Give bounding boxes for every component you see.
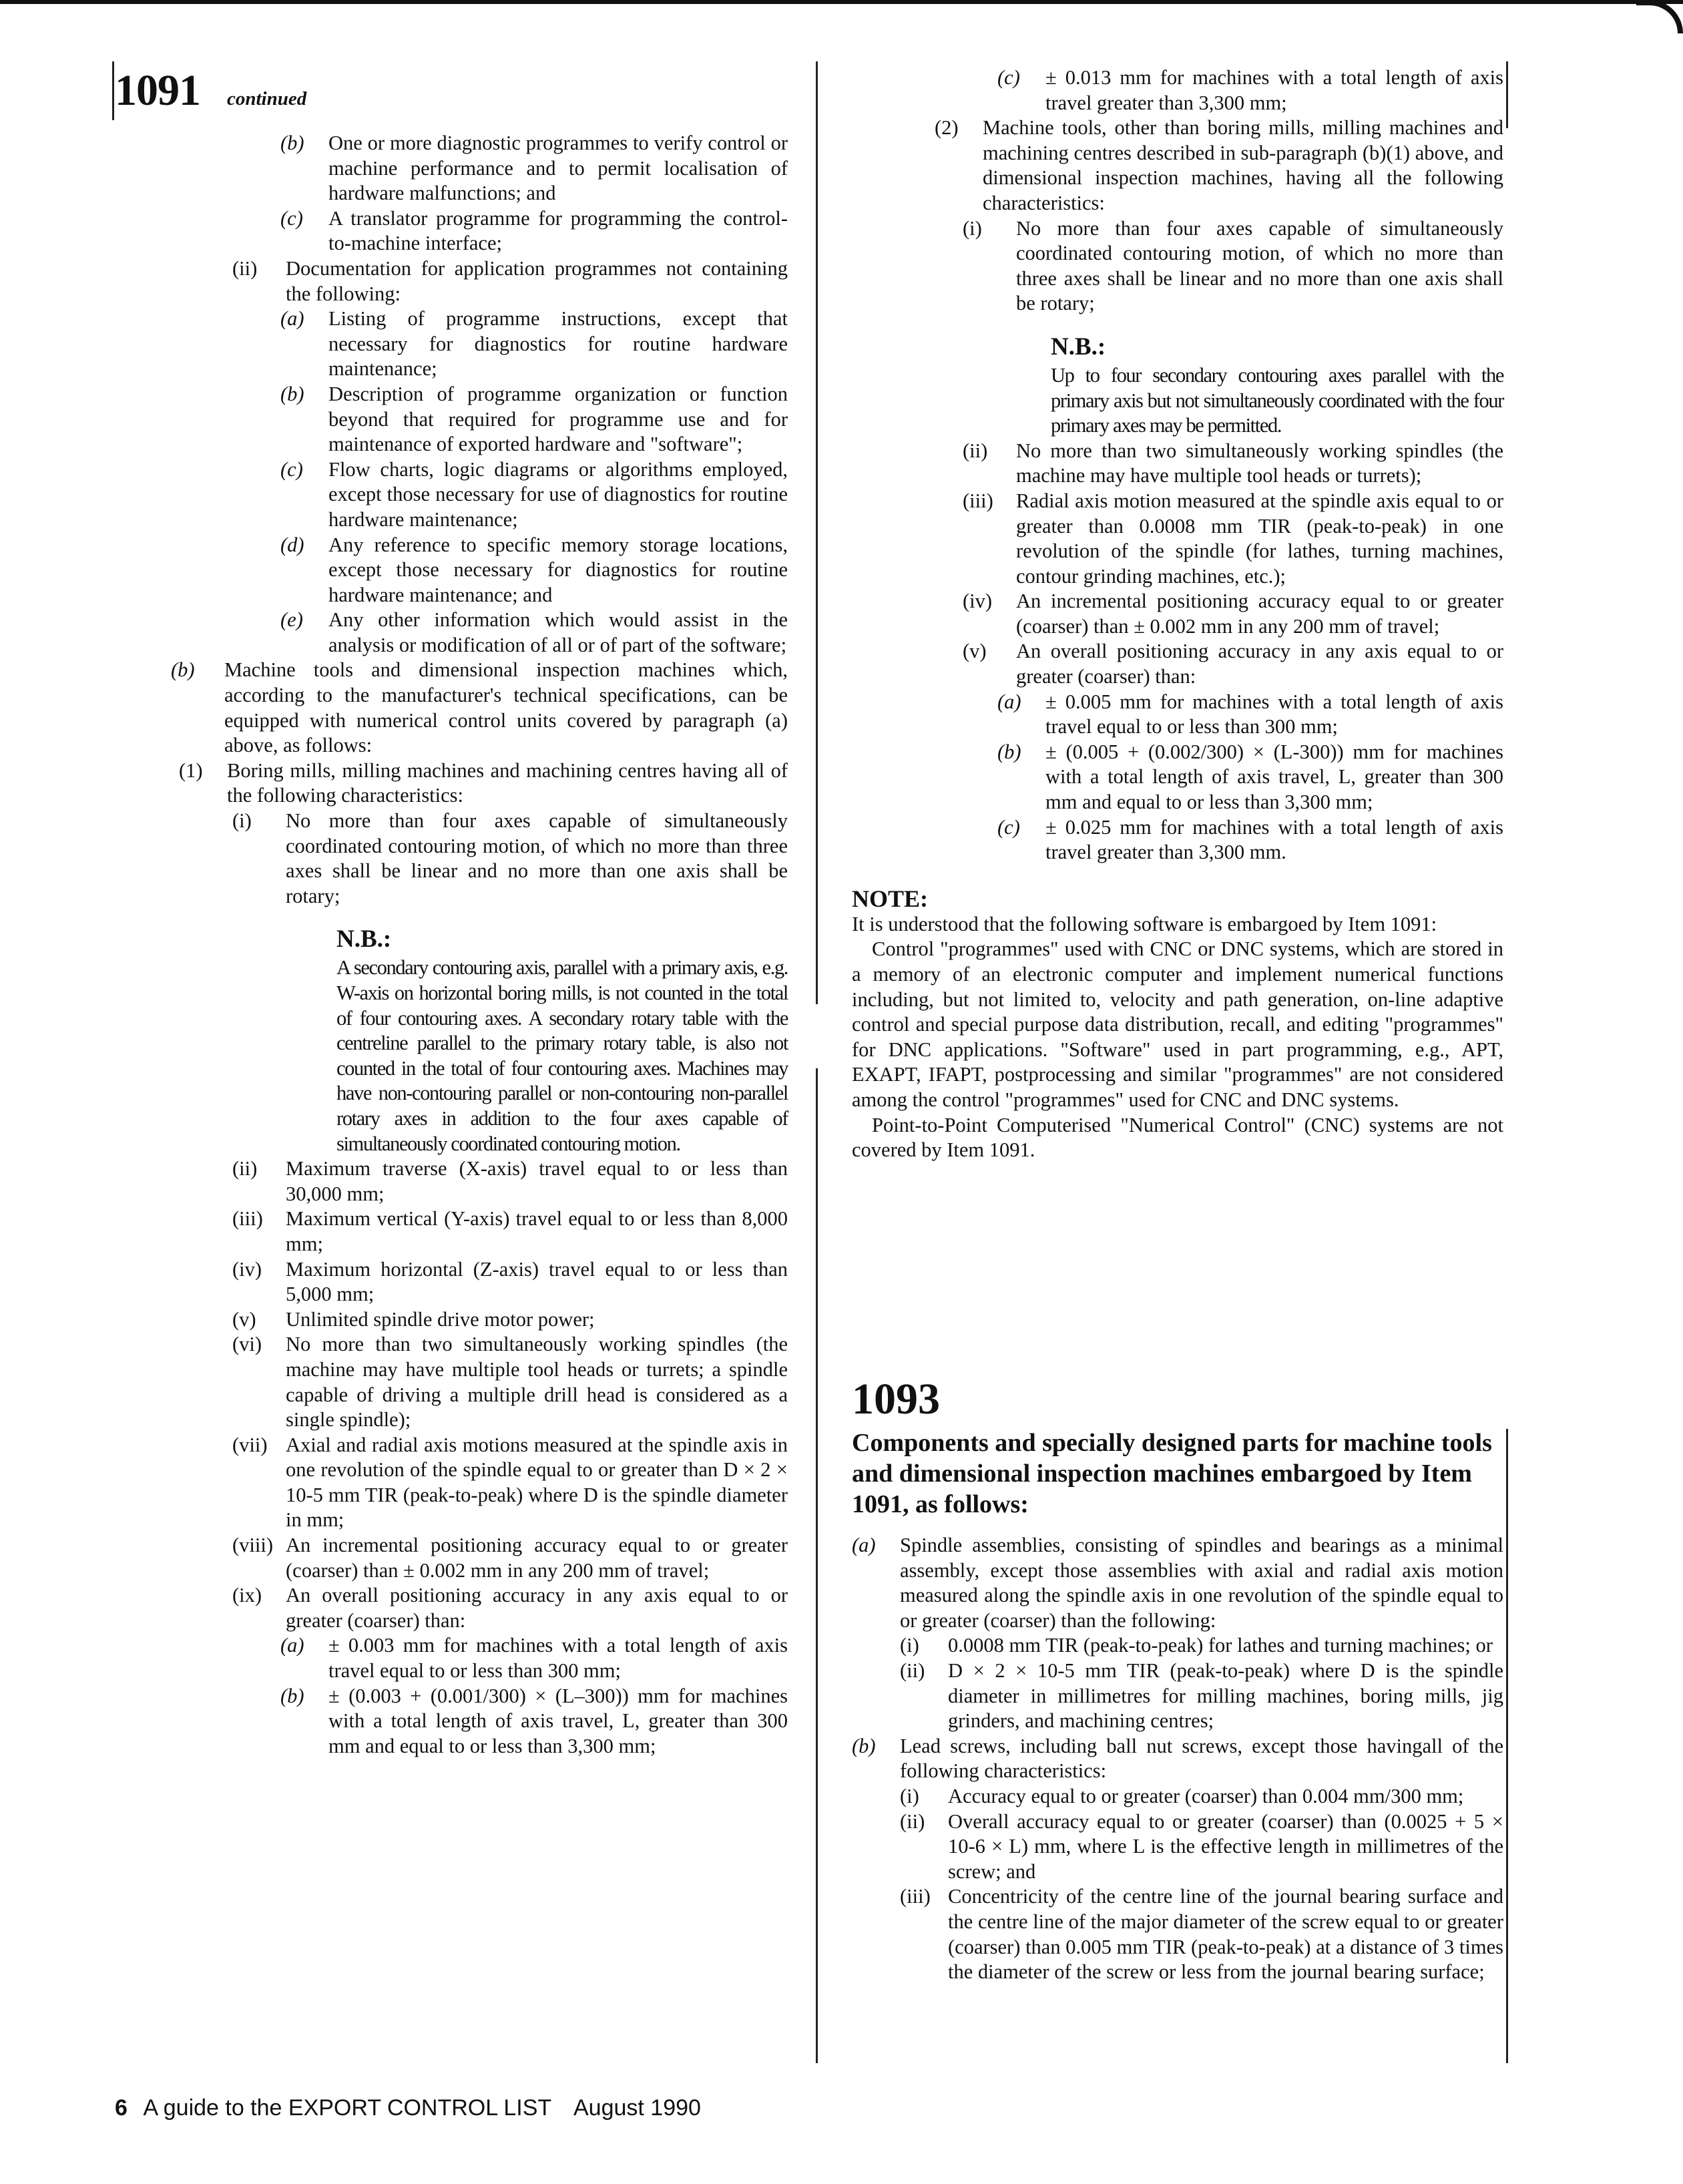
item-1093-number: 1093 (852, 1375, 940, 1424)
nb-title: N.B.: (1051, 333, 1106, 361)
list-item-text: Accuracy equal to or greater (coarser) than 0.004 mm/300 mm; (948, 1784, 1464, 1807)
list-item-label: (d) (280, 533, 304, 556)
list-item (900, 1809, 1503, 1885)
page-number: 6 (115, 2095, 128, 2121)
list-item-text: No more than two simultaneously working spindles (the machine may have multiple tool heads or turrets; a spindle capable of driving a multiple drill head is considered as a single spindle); (286, 1333, 788, 1432)
right-margin-rule-lower (1506, 1429, 1508, 2063)
note-paragraph: Control "programmes" used with CNC or DNC systems, which are stored in a memory of an electronic computer and implement numerical functions including, but not limited to, velocity and path generation, on-line adaptive control and special purpose data distribution, recall, and editing "programmes" for DNC applications. "Software" used in part programming, e.g., APT, EXAPT, IFAPT, postprocessing and similar "programmes" are not considered among the control "programmes" used for CNC and DNC systems. (852, 937, 1503, 1111)
right-margin-rule (1506, 61, 1508, 128)
list-item-label: (b) (997, 740, 1021, 763)
list-item-label: (b) (280, 132, 304, 154)
list-item-text: ± 0.005 mm for machines with a total length of axis travel equal to or less than 300 mm; (1045, 690, 1503, 738)
list-item (852, 1533, 1503, 1633)
list-item (280, 533, 788, 608)
list-item (997, 65, 1503, 116)
note-body (852, 912, 1503, 1163)
list-item-text: Listing of programme instructions, except that necessary for diagnostics for routine hardware maintenance; (328, 307, 788, 381)
list-item (963, 589, 1503, 639)
list-item-text: A translator programme for programming the control-to-machine interface; (328, 206, 788, 255)
list-item-label: (c) (997, 815, 1020, 839)
list-item-label: (ii) (900, 1809, 925, 1833)
list-item-label: (ii) (232, 256, 258, 280)
column-divider-top (816, 61, 818, 1004)
list-item-label: (b) (280, 1684, 304, 1707)
footer-date: August 1990 (573, 2095, 701, 2121)
item-1093-list (852, 1533, 1503, 1985)
list-item-text: ± 0.003 mm for machines with a total length of axis travel equal to or less than 300 mm; (328, 1634, 788, 1683)
list-item-label: (c) (280, 206, 303, 230)
list-item (900, 1784, 1503, 1809)
list-item (935, 116, 1503, 216)
nb-title: N.B.: (336, 925, 392, 953)
list-item-label: (viii) (232, 1534, 273, 1557)
list-item-label: (v) (963, 640, 987, 663)
note-paragraph: It is understood that the following software is embargoed by Item 1091: (852, 912, 1437, 935)
list-item-label: (2) (935, 116, 959, 140)
list-item-text: An incremental positioning accuracy equal to or greater (coarser) than ± 0.002 mm in any 200 mm of travel; (1016, 590, 1503, 638)
list-item-label: (i) (900, 1784, 919, 1807)
top-edge (0, 0, 1683, 4)
list-item-text: Maximum vertical (Y-axis) travel equal to or less than 8,000 mm; (286, 1207, 788, 1255)
list-item-label: (a) (280, 307, 304, 331)
item-1093-title: Components and specially designed parts for machine tools and dimensional inspection machines embargoed by Item 1091, as follows: (852, 1429, 1492, 1518)
list-item-text: An overall positioning accuracy in any axis equal to or greater (coarser) than: (286, 1584, 788, 1632)
list-item-label: (iv) (232, 1257, 262, 1281)
list-item (280, 131, 788, 206)
list-item-text: Any other information which would assist in the analysis or modification of all or of part of the software; (328, 608, 788, 656)
list-item (280, 1633, 788, 1683)
list-item (232, 1583, 788, 1633)
list-item-label: (vii) (232, 1433, 268, 1456)
list-item (900, 1659, 1503, 1734)
list-item-text: No more than two simultaneously working spindles (the machine may have multiple tool heads or turrets); (1016, 439, 1503, 487)
list-item-label: (b) (171, 658, 195, 682)
list-item-label: (ii) (900, 1659, 925, 1682)
list-item (232, 1533, 788, 1583)
list-item-label: (v) (232, 1307, 256, 1331)
list-item (232, 1332, 788, 1432)
list-item (900, 1884, 1503, 1984)
list-item (280, 608, 788, 658)
list-item (963, 439, 1503, 489)
list-item (997, 740, 1503, 815)
list-item-text: No more than four axes capable of simultaneously coordinated contouring motion, of which no more than three axes shall be linear and no more than one axis shall be rotary; (1016, 216, 1503, 315)
item-1091-header (115, 65, 306, 116)
list-item-label: (i) (232, 809, 252, 833)
list-item (963, 216, 1503, 316)
list-item-text: Flow charts, logic diagrams or algorithms employed, except those necessary for use of diagnostics for routine hardware maintenance; (328, 457, 788, 531)
list-item-text: Radial axis motion measured at the spindle axis equal to or greater than 0.0008 mm TIR (peak-to-peak) in one revolution of the spindle (for lathes, turning machines, contour grinding machines, etc.); (1016, 489, 1503, 588)
list-item-text: Lead screws, including ball nut screws, except those havingall of the following characteristics: (900, 1734, 1503, 1783)
list-item-text: One or more diagnostic programmes to verify control or machine performance and to permit localisation of hardware malfunctions; and (328, 132, 788, 205)
list-item (963, 489, 1503, 589)
list-item-text: Description of programme organization or function beyond that required for programme use and for maintenance of exported hardware and "software"; (328, 382, 788, 456)
footer-title: A guide to the EXPORT CONTROL LIST (143, 2095, 551, 2121)
list-item-text: D × 2 × 10-5 mm TIR (peak-to-peak) where D is the spindle diameter in millimetres for milling machines, boring mills, jig grinders, and machining centres; (948, 1659, 1503, 1733)
item-number: 1091 (115, 66, 200, 115)
note-paragraph: Point-to-Point Computerised "Numerical Control" (CNC) systems are not covered by Item 1091. (852, 1113, 1503, 1162)
list-item (280, 457, 788, 533)
continued-label: continued (227, 88, 307, 110)
list-item (232, 1433, 788, 1533)
list-item-label: (a) (997, 690, 1021, 713)
page-footer (115, 2095, 701, 2121)
list-item-label: (c) (997, 66, 1020, 89)
list-item-text: Concentricity of the centre line of the journal bearing surface and the centre line of the major diameter of the screw equal to or greater (coarser) than 0.005 mm TIR (peak-to-peak) at a distance of 3 times the diameter of the screw or less from the journal bearing surface; (948, 1885, 1503, 1984)
nb-text: Up to four secondary contouring axes parallel with the primary axis but not simultaneously coordinated with the four primary axes may be permitted. (1051, 363, 1503, 437)
list-item-text: ± (0.005 + (0.002/300) × (L-300)) mm for machines with a total length of axis travel, L, greater than 300 mm and equal to or less than 3,300 mm; (1045, 740, 1503, 814)
list-item (179, 758, 788, 809)
list-item (232, 1257, 788, 1307)
list-item-text: Overall accuracy equal to or greater (coarser) than (0.0025 + 5 × 10-6 × L) mm, where L is the effective length in millimetres of the screw; and (948, 1809, 1503, 1883)
list-item-label: (b) (852, 1734, 876, 1757)
list-item (852, 1734, 1503, 1784)
list-item-text: Documentation for application programmes not containing the following: (286, 256, 788, 305)
list-item-label: (b) (280, 382, 304, 405)
list-item (232, 1307, 788, 1333)
list-item-label: (ii) (232, 1157, 258, 1180)
list-item-text: Spindle assemblies, consisting of spindles and bearings as a minimal assembly, except those assemblies with axial and radial axis motion measured along the spindle axis in one revolution of the spindle equal to or greater (coarser) than the following: (900, 1534, 1503, 1632)
list-item-text: 0.0008 mm TIR (peak-to-peak) for lathes and turning machines; or (948, 1634, 1493, 1657)
list-item-label: (ii) (963, 439, 988, 462)
list-item (997, 815, 1503, 865)
list-item-label: (iii) (232, 1207, 263, 1231)
list-item (280, 206, 788, 256)
list-item-text: ± 0.025 mm for machines with a total length of axis travel greater than 3,300 mm. (1045, 815, 1503, 864)
list-item-label: (vi) (232, 1333, 262, 1356)
list-item-label: (iii) (963, 489, 993, 512)
list-item-label: (i) (900, 1634, 919, 1657)
list-item-text: No more than four axes capable of simultaneously coordinated contouring motion, of which no more than three axes shall be linear and no more than one axis shall be rotary; (286, 809, 788, 907)
list-item-text: ± 0.013 mm for machines with a total length of axis travel greater than 3,300 mm; (1045, 66, 1503, 114)
list-item-label: (c) (280, 457, 303, 481)
page-corner (1636, 0, 1683, 33)
list-item (900, 1633, 1503, 1659)
list-item-text: Any reference to specific memory storage locations, except those necessary for diagnostics for routine hardware maintenance; and (328, 533, 788, 606)
list-item-text: An overall positioning accuracy in any axis equal to or greater (coarser) than: (1016, 640, 1503, 688)
list-item-text: Maximum horizontal (Z-axis) travel equal to or less than 5,000 mm; (286, 1257, 788, 1306)
list-item-text: Maximum traverse (X-axis) travel equal to or less than 30,000 mm; (286, 1157, 788, 1205)
list-item-text: An incremental positioning accuracy equal to or greater (coarser) than ± 0.002 mm in any 200 mm of travel; (286, 1534, 788, 1582)
list-item-label: (a) (280, 1634, 304, 1657)
list-item-text: ± (0.003 + (0.001/300) × (L–300)) mm for machines with a total length of axis travel, L, greater than 300 mm and equal to or less than 3,300 mm; (328, 1684, 788, 1757)
list-item-text: Axial and radial axis motions measured at the spindle axis in one revolution of the spindle equal to or greater than D × 2 × 10-5 mm TIR (peak-to-peak) where D is the spindle diameter in mm; (286, 1433, 788, 1532)
list-item (280, 382, 788, 457)
note-title: NOTE: (852, 885, 929, 912)
nb-text: A secondary contouring axis, parallel with a primary axis, e.g. W-axis on horizontal boring mills, is not counted in the total of four contouring axes. A secondary rotary table with the centreline parallel to the primary rotary table, is also not counted in the total of four contouring axes. Machines may have non-contouring parallel or non-contouring non-parallel rotary axes in addition to the four axes capable of simultaneously coordinated contouring motion. (336, 956, 788, 1155)
list-item-label: (1) (179, 758, 203, 782)
list-item-label: (iii) (900, 1885, 931, 1908)
list-item-text: Unlimited spindle drive motor power; (286, 1307, 595, 1331)
list-item-label: (i) (963, 216, 982, 240)
list-item (171, 658, 788, 758)
list-item (232, 256, 788, 306)
left-margin-rule (112, 61, 114, 120)
list-item-label: (a) (852, 1534, 876, 1556)
list-item (232, 809, 788, 909)
list-item (280, 306, 788, 382)
list-item (232, 1207, 788, 1257)
list-item-label: (iv) (963, 590, 993, 613)
column-divider-bottom (816, 1068, 818, 2063)
left-column (115, 131, 788, 1759)
right-column (852, 65, 1503, 1163)
list-item-text: Boring mills, milling machines and machining centres having all of the following characteristics: (227, 758, 788, 807)
list-item (963, 639, 1503, 689)
list-item-label: (ix) (232, 1584, 262, 1607)
list-item-text: Machine tools, other than boring mills, milling machines and machining centres described in sub-paragraph (b)(1) above, and dimensional inspection machines, having all the following characteristics: (983, 116, 1503, 214)
list-item-label: (e) (280, 608, 303, 632)
list-item-text: Machine tools and dimensional inspection machines which, according to the manufacturer's technical specifications, can be equipped with numerical control units covered by paragraph (a) above, as follows: (224, 658, 788, 757)
list-item (280, 1684, 788, 1759)
list-item (232, 1156, 788, 1207)
list-item (997, 690, 1503, 740)
